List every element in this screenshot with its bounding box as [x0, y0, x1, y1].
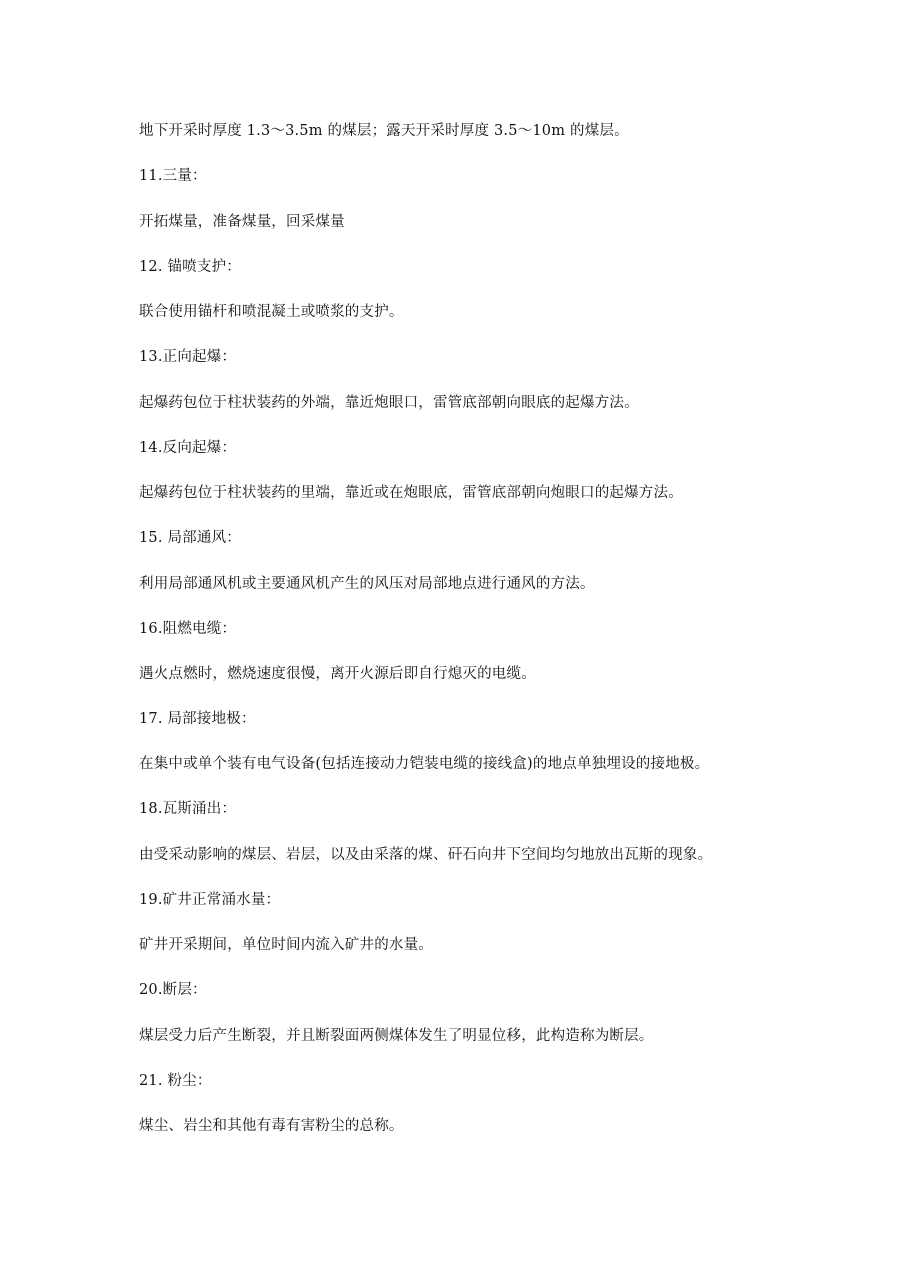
term-heading: 16.阻燃电缆：	[139, 621, 237, 637]
term-heading: 12. 锚喷支护：	[139, 259, 241, 275]
definition-text: 由受采动影响的煤层、岩层，以及由采落的煤、矸石向井下空间均匀地放出瓦斯的现象。	[139, 847, 713, 863]
definition-text: 地下开采时厚度 1.3～3.5m 的煤层；露天开采时厚度 3.5～10m 的煤层。	[139, 123, 629, 139]
term-heading: 14.反向起爆：	[139, 440, 237, 456]
definition-text: 联合使用锚杆和喷混凝土或喷浆的支护。	[139, 304, 404, 320]
term-heading: 18.瓦斯涌出：	[139, 801, 237, 817]
definition-text: 矿井开采期间，单位时间内流入矿井的水量。	[139, 937, 433, 953]
definition-text: 煤尘、岩尘和其他有毒有害粉尘的总称。	[139, 1118, 404, 1134]
term-heading: 20.断层：	[139, 982, 207, 998]
term-heading: 11.三量：	[139, 168, 207, 184]
definition-text: 遇火点燃时，燃烧速度很慢，离开火源后即自行熄灭的电缆。	[139, 666, 536, 682]
definition-text: 开拓煤量，准备煤量，回采煤量	[139, 214, 345, 230]
term-heading: 17. 局部接地极：	[139, 711, 256, 727]
definition-text: 起爆药包位于柱状装药的里端，靠近或在炮眼底，雷管底部朝向炮眼口的起爆方法。	[139, 485, 683, 501]
definition-text: 煤层受力后产生断裂，并且断裂面两侧煤体发生了明显位移，此构造称为断层。	[139, 1028, 654, 1044]
definition-text: 在集中或单个装有电气设备(包括连接动力铠装电缆的接线盒)的地点单独埋设的接地极。	[139, 756, 710, 772]
term-heading: 21. 粉尘：	[139, 1073, 212, 1089]
term-heading: 19.矿井正常涌水量：	[139, 892, 281, 908]
definition-text: 利用局部通风机或主要通风机产生的风压对局部地点进行通风的方法。	[139, 576, 595, 592]
definition-text: 起爆药包位于柱状装药的外端，靠近炮眼口，雷管底部朝向眼底的起爆方法。	[139, 395, 639, 411]
term-heading: 13.正向起爆：	[139, 349, 237, 365]
term-heading: 15. 局部通风：	[139, 530, 241, 546]
